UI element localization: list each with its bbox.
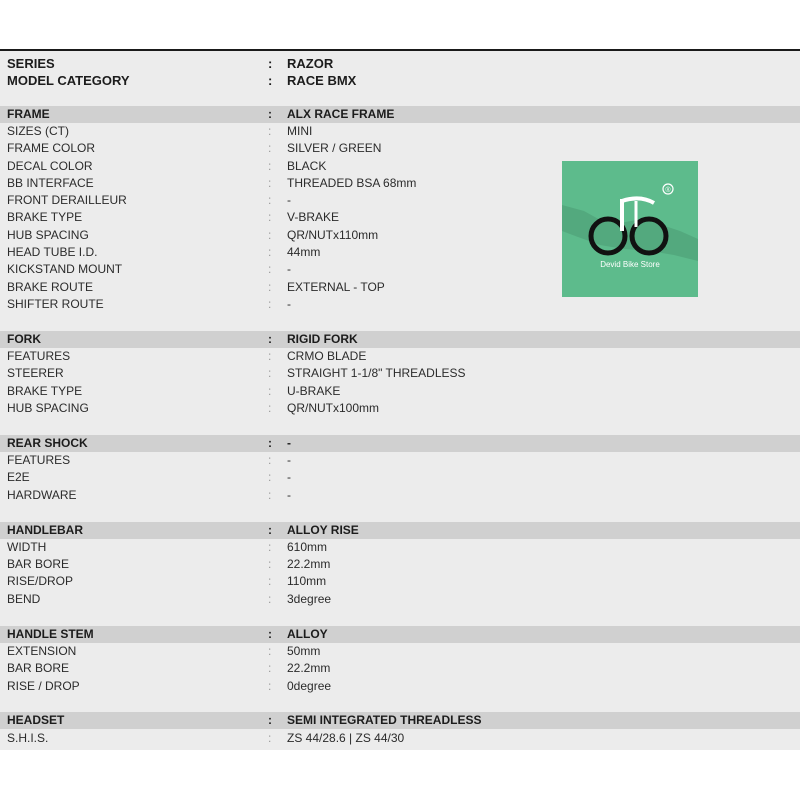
- separator: :: [268, 627, 272, 641]
- spec-row: [0, 383, 800, 400]
- separator: :: [268, 401, 272, 415]
- separator: :: [268, 488, 272, 502]
- handlebar-title: HANDLEBAR: [7, 523, 83, 537]
- spec-value: -: [287, 262, 291, 276]
- spec-label: FRONT DERAILLEUR: [7, 193, 127, 207]
- spec-label: BAR BORE: [7, 557, 70, 571]
- separator: :: [268, 210, 272, 224]
- separator: :: [268, 228, 272, 242]
- spec-value: QR/NUTx110mm: [287, 228, 379, 242]
- handle-stem-value: ALLOY: [287, 627, 328, 641]
- frame-title: FRAME: [7, 107, 50, 121]
- spec-label: BAR BORE: [7, 661, 70, 675]
- spec-label: RISE / DROP: [7, 679, 80, 693]
- spec-value: THREADED BSA 68mm: [287, 176, 417, 190]
- spec-value: 22.2mm: [287, 557, 331, 571]
- spec-value: -: [287, 297, 291, 311]
- spec-value: ZS 44/28.6 | ZS 44/30: [287, 731, 405, 745]
- spec-value: 110mm: [287, 574, 327, 588]
- spec-label: HARDWARE: [7, 488, 77, 502]
- separator: :: [268, 141, 272, 155]
- spec-value: 50mm: [287, 644, 321, 658]
- spec-row: [0, 643, 800, 660]
- separator: :: [268, 453, 272, 467]
- spec-value: QR/NUTx100mm: [287, 401, 380, 415]
- spec-label: E2E: [7, 470, 30, 484]
- store-logo-text: Devid Bike Store: [600, 260, 660, 269]
- spec-label: BRAKE TYPE: [7, 384, 83, 398]
- rear-shock-title: REAR SHOCK: [7, 436, 88, 450]
- model-category-label: MODEL CATEGORY: [7, 73, 130, 88]
- spec-row: [0, 296, 800, 313]
- spec-value: -: [287, 470, 291, 484]
- separator: :: [268, 592, 272, 606]
- handle-stem-title: HANDLE STEM: [7, 627, 94, 641]
- spec-row: [0, 591, 800, 608]
- spec-row: [0, 678, 800, 695]
- headset-value: SEMI INTEGRATED THREADLESS: [287, 713, 482, 727]
- spec-value: -: [287, 193, 291, 207]
- separator: :: [268, 713, 272, 727]
- spec-label: KICKSTAND MOUNT: [7, 262, 123, 276]
- spec-value: SILVER / GREEN: [287, 141, 382, 155]
- headset-title: HEADSET: [7, 713, 65, 727]
- spec-label: BB INTERFACE: [7, 176, 94, 190]
- spec-label: SHIFTER ROUTE: [7, 297, 104, 311]
- frame-value: ALX RACE FRAME: [287, 107, 395, 121]
- separator: :: [268, 523, 272, 537]
- registered-mark: ®: [665, 187, 671, 194]
- separator: :: [268, 731, 272, 745]
- model-category-value: RACE BMX: [287, 73, 357, 88]
- spec-value: 610mm: [287, 540, 328, 554]
- separator: :: [268, 332, 272, 346]
- spec-row: [0, 469, 800, 486]
- spec-row: [0, 365, 800, 382]
- separator: :: [268, 159, 272, 173]
- handlebar-section-header: [0, 522, 800, 539]
- spec-value: MINI: [287, 124, 313, 138]
- spec-label: STEERER: [7, 366, 64, 380]
- spec-row: [0, 452, 800, 469]
- spec-row: [0, 123, 800, 140]
- separator: :: [268, 661, 272, 675]
- separator: :: [268, 245, 272, 259]
- separator: :: [268, 193, 272, 207]
- handlebar-value: ALLOY RISE: [287, 523, 359, 537]
- spec-label: BRAKE TYPE: [7, 210, 83, 224]
- separator: :: [268, 73, 273, 88]
- spec-label: HEAD TUBE I.D.: [7, 245, 98, 259]
- frame-section-header: [0, 106, 800, 123]
- spec-row: [0, 573, 800, 590]
- spec-label: HUB SPACING: [7, 401, 89, 415]
- fork-title: FORK: [7, 332, 41, 346]
- spec-row: [0, 730, 800, 747]
- spec-row: [0, 487, 800, 504]
- spec-sheet: [0, 51, 800, 750]
- separator: :: [268, 297, 272, 311]
- spec-value: STRAIGHT 1-1/8" THREADLESS: [287, 366, 466, 380]
- store-logo-mark: [562, 161, 698, 297]
- spec-row: [0, 400, 800, 417]
- separator: :: [268, 574, 272, 588]
- spec-value: 3degree: [287, 592, 332, 606]
- rear-shock-section-header: [0, 435, 800, 452]
- spec-value: 44mm: [287, 245, 321, 259]
- fork-value: RIGID FORK: [287, 332, 358, 346]
- model-category-row: [0, 72, 800, 89]
- series-value: RAZOR: [287, 56, 334, 71]
- spec-value: V-BRAKE: [287, 210, 340, 224]
- separator: :: [268, 540, 272, 554]
- spec-value: EXTERNAL - TOP: [287, 280, 385, 294]
- spec-label: RISE/DROP: [7, 574, 74, 588]
- headset-section-header: [0, 712, 800, 729]
- spec-label: DECAL COLOR: [7, 159, 93, 173]
- spec-label: SIZES (CT): [7, 124, 69, 138]
- spec-label: WIDTH: [7, 540, 47, 554]
- separator: :: [268, 679, 272, 693]
- spec-value: BLACK: [287, 159, 327, 173]
- fork-section-header: [0, 331, 800, 348]
- store-logo: [562, 161, 698, 297]
- spec-value: -: [287, 488, 291, 502]
- spec-label: BEND: [7, 592, 41, 606]
- separator: :: [268, 436, 272, 450]
- spec-value: -: [287, 453, 291, 467]
- spec-label: FEATURES: [7, 453, 71, 467]
- separator: :: [268, 56, 273, 71]
- separator: :: [268, 384, 272, 398]
- separator: :: [268, 280, 272, 294]
- spec-row: [0, 348, 800, 365]
- separator: :: [268, 107, 272, 121]
- separator: :: [268, 470, 272, 484]
- spec-label: FRAME COLOR: [7, 141, 96, 155]
- spec-label: EXTENSION: [7, 644, 77, 658]
- spec-value: 22.2mm: [287, 661, 331, 675]
- spec-row: [0, 539, 800, 556]
- series-label: SERIES: [7, 56, 55, 71]
- separator: :: [268, 644, 272, 658]
- spec-label: S.H.I.S.: [7, 731, 49, 745]
- spec-row: [0, 660, 800, 677]
- separator: :: [268, 557, 272, 571]
- handle-stem-section-header: [0, 626, 800, 643]
- spec-label: FEATURES: [7, 349, 71, 363]
- spec-label: HUB SPACING: [7, 228, 89, 242]
- spec-row: [0, 140, 800, 157]
- separator: :: [268, 124, 272, 138]
- spec-value: 0degree: [287, 679, 332, 693]
- separator: :: [268, 349, 272, 363]
- separator: :: [268, 262, 272, 276]
- rear-shock-value: -: [287, 436, 291, 450]
- separator: :: [268, 176, 272, 190]
- spec-value: U-BRAKE: [287, 384, 341, 398]
- spec-row: [0, 556, 800, 573]
- spec-value: CRMO BLADE: [287, 349, 367, 363]
- series-row: [0, 55, 800, 72]
- separator: :: [268, 366, 272, 380]
- spec-label: BRAKE ROUTE: [7, 280, 94, 294]
